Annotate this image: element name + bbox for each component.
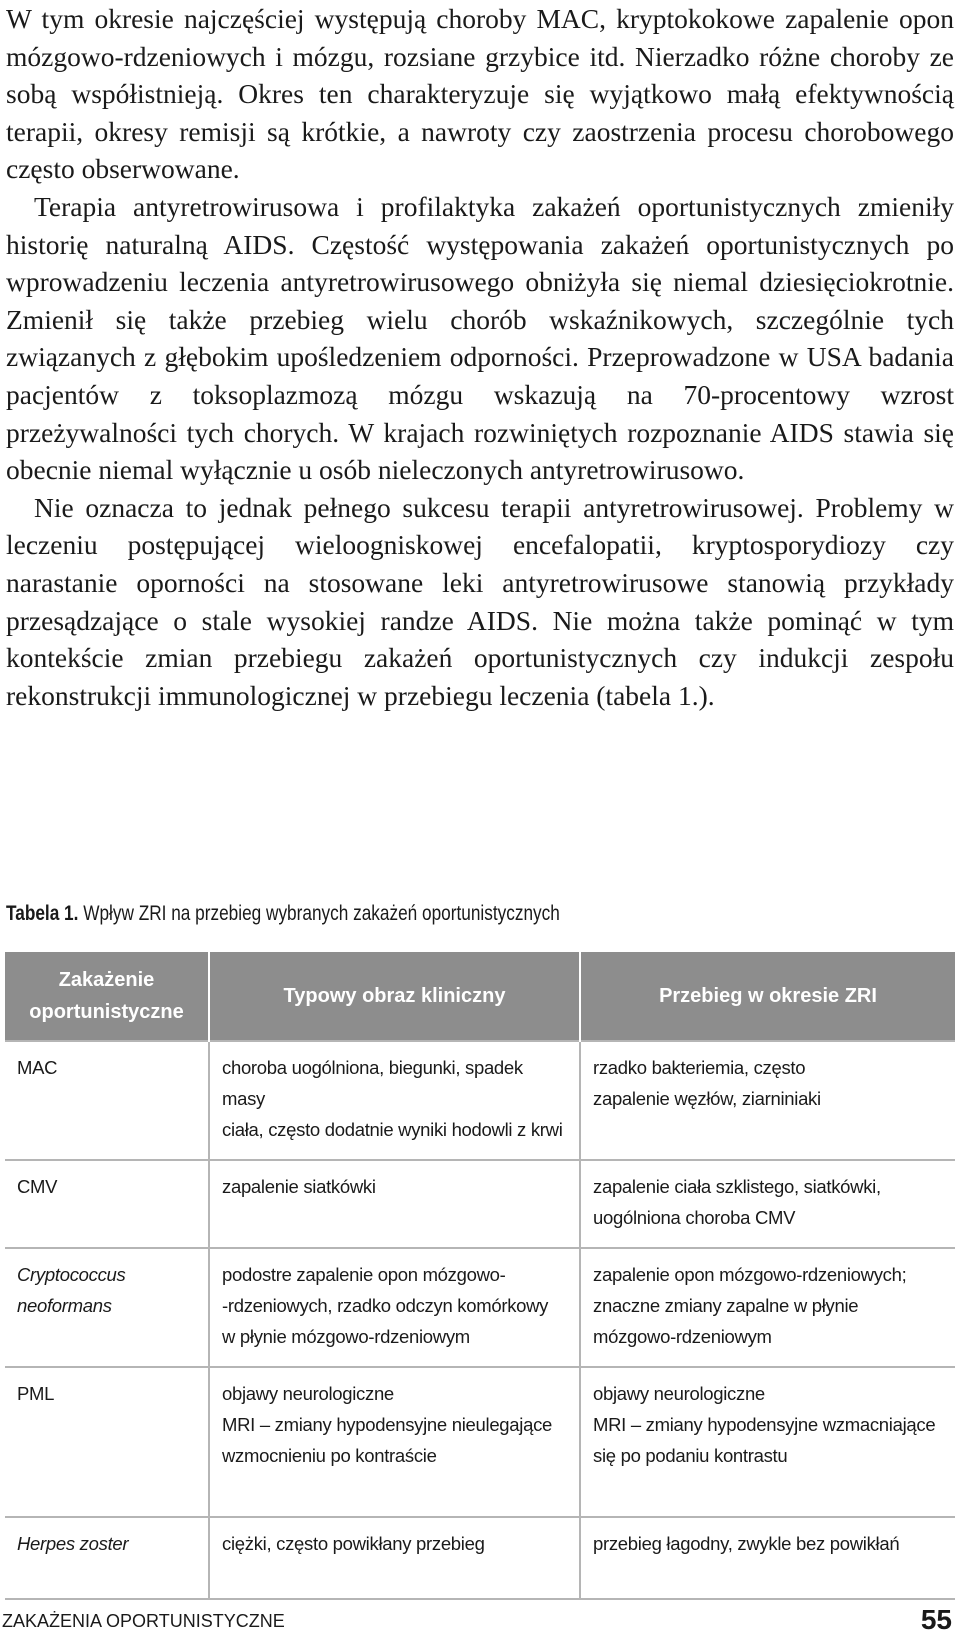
zri-cell [580,1160,955,1248]
table-header-row [5,952,955,1041]
zri-cell-line: znaczne zmiany zapalne w płynie [593,1295,859,1316]
infection-cell-line: MAC [17,1057,58,1078]
zri-cell-line: przebieg łagodny, zwykle bez powikłań [593,1533,900,1554]
zri-cell-line: objawy neurologiczne [593,1383,765,1404]
table-row [5,1041,955,1160]
infection-cell-line: Cryptococcus [17,1264,126,1285]
zri-cell-line: MRI – zmiany hypodensyjne wzmacniające [593,1414,936,1435]
infection-cell [5,1041,209,1160]
zri-cell [580,1367,955,1517]
infection-cell [5,1160,209,1248]
typical-cell-line: choroba uogólniona, biegunki, spadek masy [222,1057,523,1109]
zri-cell-line: zapalenie opon mózgowo-rdzeniowych; [593,1264,907,1285]
typical-cell-line: podostre zapalenie opon mózgowo- [222,1264,506,1285]
infection-cell [5,1367,209,1517]
typical-cell-line: ciała, często dodatnie wyniki hodowli z krwi [222,1119,563,1140]
zri-cell-line: mózgowo-rdzeniowym [593,1326,772,1347]
page-number: 55 [920,1604,952,1635]
table-row [5,1248,955,1367]
zri-cell-line: uogólniona choroba CMV [593,1207,796,1228]
typical-cell-line: objawy neurologiczne [222,1383,394,1404]
zri-table [5,952,955,1600]
typical-cell [209,1160,580,1248]
table-caption [6,900,777,928]
paragraph-1: W tym okresie najczęściej występują choroby MAC, kryptokokowe zapalenie opon mózgowo-rdzeniowych i mózgu, rozsiane grzybice itd. Nierzadko różne choroby ze sobą współistnieją. Okres ten charakteryzuje się wyjątkowo małą efektywnością terapii, okresy remisji są krótkie, a nawroty czy zaostrzenia procesu chorobowego często obserwowane. [6,3,954,185]
infection-cell-line: Herpes zoster [17,1533,129,1554]
table-row [5,1160,955,1248]
infection-cell-line: CMV [17,1176,58,1197]
typical-cell [209,1517,580,1599]
infection-cell-line: neoformans [17,1295,112,1316]
table-body [5,1041,955,1599]
typical-cell-line: ciężki, często powikłany przebieg [222,1533,485,1554]
typical-cell-line: MRI – zmiany hypodensyjne nieulegające [222,1414,553,1435]
header-typical-text: Typowy obraz kliniczny [283,985,506,1007]
infection-cell [5,1248,209,1367]
header-zri [580,952,955,1041]
table-row [5,1517,955,1599]
typical-cell-line: -rdzeniowych, rzadko odczyn komórkowy [222,1295,549,1316]
typical-cell-line: wzmocnieniu po kontraście [222,1445,437,1466]
header-typical [209,952,580,1041]
zri-cell [580,1248,955,1367]
typical-cell-line: w płynie mózgowo-rdzeniowym [222,1326,470,1347]
paragraph-3: Nie oznacza to jednak pełnego sukcesu terapii antyretrowirusowej. Problemy w leczeniu postępującej wieloogniskowej encefalopatii, kryptosporydiozy czy narastanie oporności na stosowane leki antyretrowirusowe stanowią przykłady przesądzające o stale wysokiej randze AIDS. Nie można także pominąć w tym kontekście zmian przebiegu zakażeń oportunistycznych czy indukcji zespołu rekonstrukcji immunologicznej w przebiegu leczenia (tabela 1.). [6,491,954,711]
table-caption-label: Tabela 1. [6,902,79,925]
header-infection-text: Zakażenie oportunistyczne [29,969,184,1023]
table-caption-text: Wpływ ZRI na przebieg wybranych zakażeń oportunistycznych [83,902,560,925]
zri-cell [580,1041,955,1160]
typical-cell [209,1367,580,1517]
footer-section-title: ZAKAŻENIA OPORTUNISTYCZNE [2,1611,285,1631]
zri-cell [580,1517,955,1599]
zri-cell-line: zapalenie ciała szklistego, siatkówki, [593,1176,881,1197]
header-infection [5,952,209,1041]
typical-cell [209,1248,580,1367]
zri-cell-line: się po podaniu kontrastu [593,1445,788,1466]
typical-cell-line: zapalenie siatkówki [222,1176,376,1197]
zri-cell-line: rzadko bakteriemia, często [593,1057,806,1078]
header-zri-text: Przebieg w okresie ZRI [659,985,877,1007]
table-row [5,1367,955,1517]
infection-cell [5,1517,209,1599]
infection-cell-line: PML [17,1383,55,1404]
body-text [6,0,954,714]
zri-cell-line: zapalenie węzłów, ziarniniaki [593,1088,821,1109]
typical-cell [209,1041,580,1160]
paragraph-2: Terapia antyretrowirusowa i profilaktyka zakażeń oportunistycznych zmieniły historię naturalną AIDS. Częstość występowania zakażeń oportunistycznych po wprowadzeniu leczenia antyretrowirusowego obniżyła się niemal dziesięciokrotnie. Zmienił się także przebieg wielu chorób wskaźnikowych, szczególnie tych związanych z głębokim upośledzeniem odporności. Przeprowadzone w USA badania pacjentów z toksoplazmozą mózgu wskazują na 70-procentowy wzrost przeżywalności tych chorych. W krajach rozwiniętych rozpoznanie AIDS stawia się obecnie niemal wyłącznie u osób nieleczonych antyretrowirusowo. [6,190,954,486]
